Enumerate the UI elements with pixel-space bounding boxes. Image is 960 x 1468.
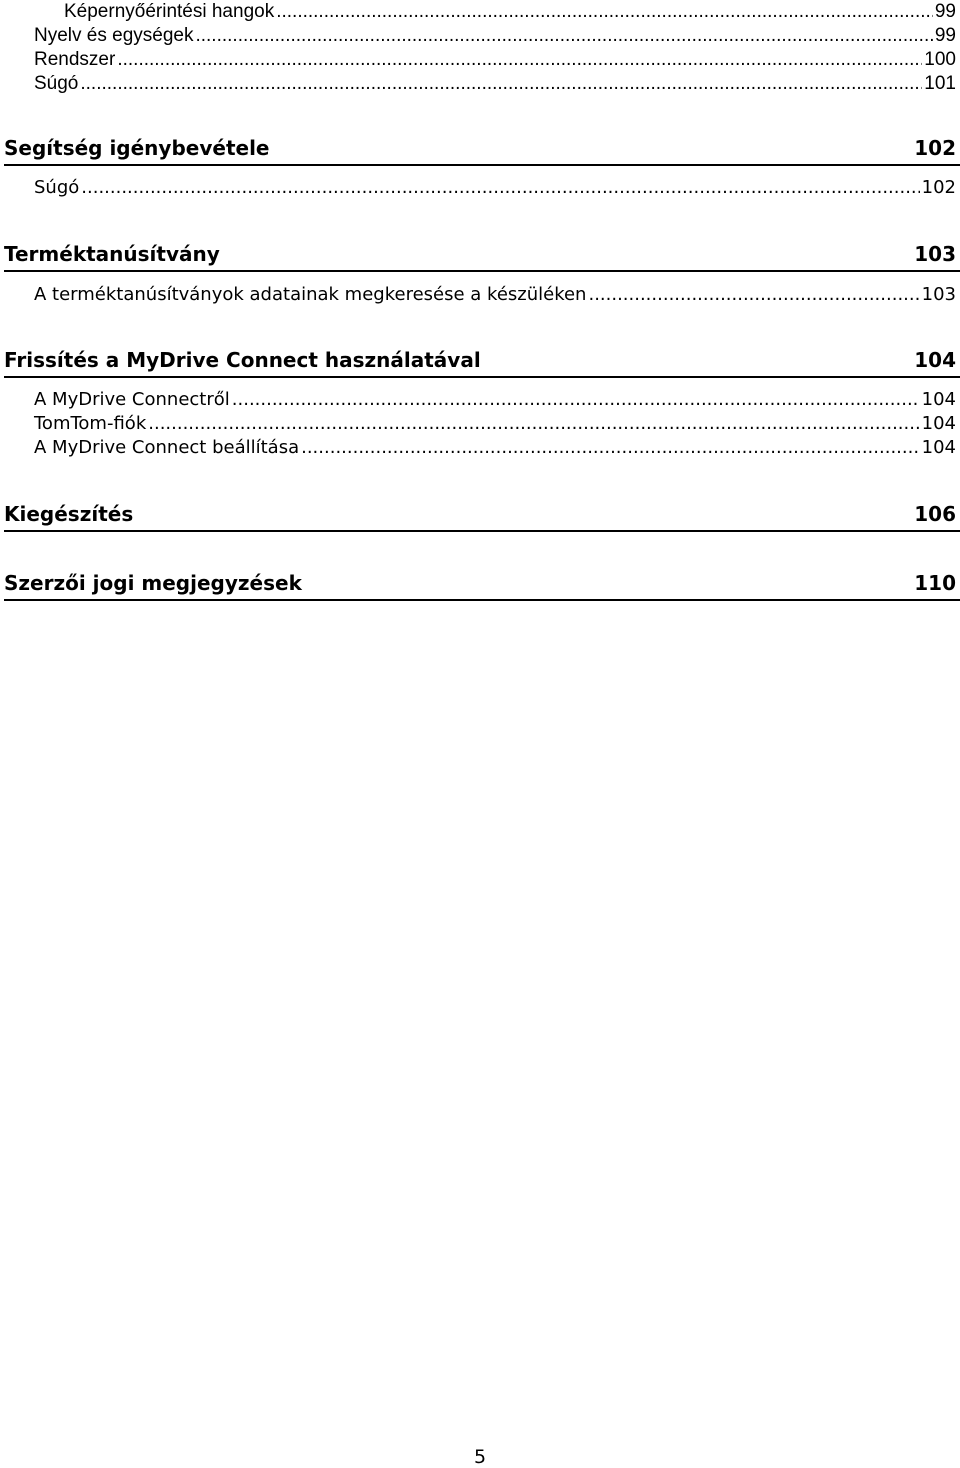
toc-entry[interactable] (64, 0, 956, 24)
toc-section-page: 103 (914, 242, 956, 266)
page-number: 5 (473, 1446, 487, 1468)
toc-entry-title: Nyelv és egységek (34, 25, 194, 46)
toc-section-page: 110 (914, 571, 956, 595)
toc-entry-page: 99 (934, 25, 956, 46)
toc-section-title: Frissítés a MyDrive Connect használatával (4, 348, 481, 372)
toc-entry-page: 102 (921, 177, 956, 198)
toc-entry-page: 101 (924, 73, 956, 94)
toc-entry[interactable] (34, 436, 956, 460)
dot-leader (232, 388, 920, 412)
toc-entry[interactable] (34, 48, 956, 72)
toc-entry-title: A terméktanúsítványok adatainak megkeresése a készüléken (34, 284, 587, 305)
toc-entry-title: TomTom-fiók (34, 413, 147, 434)
toc-section-title: Segítség igénybevétele (4, 136, 270, 160)
toc-entry[interactable] (34, 283, 956, 307)
toc-entry[interactable] (34, 388, 956, 412)
toc-entry-page: 99 (934, 1, 956, 22)
toc-entry-title: A MyDrive Connectről (34, 389, 230, 410)
toc-entry-title: Képernyőérintési hangok (64, 1, 275, 22)
dot-leader (80, 72, 922, 96)
toc-entry-title: Súgó (34, 73, 79, 94)
toc-entry[interactable] (34, 412, 956, 436)
toc-entry-page: 104 (921, 389, 956, 410)
toc-section-heading[interactable] (4, 565, 960, 601)
toc-section-heading[interactable] (4, 496, 960, 532)
toc-section-page: 102 (914, 136, 956, 160)
toc-entry[interactable] (34, 72, 956, 96)
toc-section-title: Kiegészítés (4, 502, 134, 526)
dot-leader (588, 283, 919, 307)
toc-entry-page: 100 (924, 49, 956, 70)
toc-entry-title: Rendszer (34, 49, 116, 70)
toc-entry[interactable] (34, 24, 956, 48)
toc-section-page: 106 (914, 502, 956, 526)
toc-entry-title: Súgó (34, 177, 80, 198)
dot-leader (148, 412, 919, 436)
dot-leader (117, 48, 922, 72)
toc-section-heading[interactable] (4, 342, 960, 378)
toc-section-heading[interactable] (4, 236, 960, 272)
toc-section-title: Szerzői jogi megjegyzések (4, 571, 302, 595)
dot-leader (301, 436, 920, 460)
dot-leader (195, 24, 932, 48)
toc-entry-page: 103 (921, 284, 956, 305)
dot-leader (276, 0, 933, 24)
toc-entry-title: A MyDrive Connect beállítása (34, 437, 300, 458)
toc-entry-page: 104 (921, 437, 956, 458)
toc-section-heading[interactable] (4, 130, 960, 166)
toc-section-title: Terméktanúsítvány (4, 242, 220, 266)
toc-entry[interactable] (34, 176, 956, 200)
dot-leader (81, 176, 919, 200)
toc-entry-page: 104 (921, 413, 956, 434)
toc-section-page: 104 (914, 348, 956, 372)
